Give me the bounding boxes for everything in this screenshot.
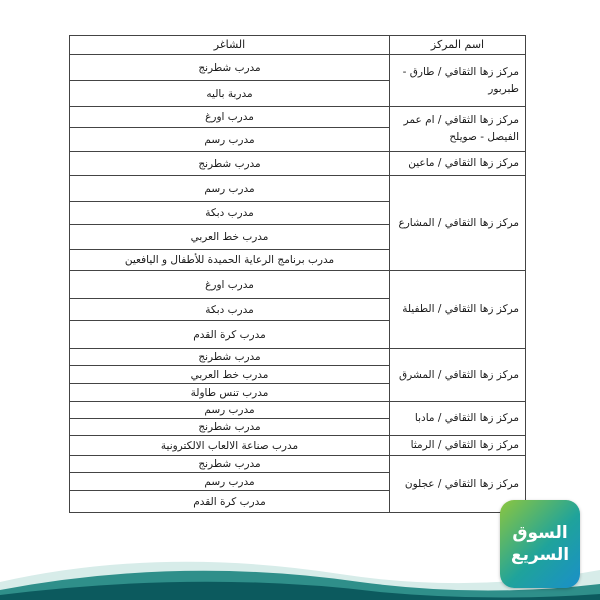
vacancy-cell: مدرب تنس طاولة [70, 384, 390, 402]
vacancy-cell: مدرب شطرنج [70, 152, 390, 176]
vacancy-cell: مدرب كرة القدم [70, 321, 390, 349]
vacancy-cell: مدرب كرة القدم [70, 491, 390, 513]
center-name-cell: مركز زها الثقافي / ام عمر الفيصل - صويلح [390, 107, 526, 152]
center-name-cell: مركز زها الثقافي / المشرق [390, 349, 526, 402]
table-row [70, 436, 526, 456]
center-name-cell: مركز زها الثقافي / الطفيلة [390, 271, 526, 349]
center-name-cell: مركز زها الثقافي / طارق - طبربور [390, 55, 526, 107]
vacancies-table [69, 35, 526, 513]
vacancy-cell: مدرب خط العربي [70, 366, 390, 384]
vacancy-cell: مدرب شطرنج [70, 349, 390, 366]
table-row [70, 152, 526, 176]
vacancy-cell: مدرب دبكة [70, 202, 390, 225]
center-name-cell: مركز زها الثقافي / الرمثا [390, 436, 526, 456]
vacancy-cell: مدرب رسم [70, 176, 390, 202]
center-name-cell: مركز زها الثقافي / مادبا [390, 402, 526, 436]
vacancy-cell: مدرب رسم [70, 402, 390, 419]
table-row [70, 176, 526, 202]
center-name-cell: مركز زها الثقافي / ماعين [390, 152, 526, 176]
logo-line-2: السريع [510, 545, 570, 565]
table-row [70, 456, 526, 473]
vacancy-cell: مدرب شطرنج [70, 456, 390, 473]
table-row [70, 107, 526, 128]
vacancy-cell: مدرب شطرنج [70, 419, 390, 436]
table-row [70, 271, 526, 299]
vacancy-cell: مدرب شطرنج [70, 55, 390, 81]
souq-sareea-logo [500, 500, 580, 588]
vacancy-cell: مدرب رسم [70, 473, 390, 491]
vacancy-cell: مدرب برنامج الرعاية الحميدة للأطفال و اليافعين [70, 250, 390, 271]
table-row [70, 55, 526, 81]
center-name-cell: مركز زها الثقافي / عجلون [390, 456, 526, 513]
center-name-cell: مركز زها الثقافي / المشارع [390, 176, 526, 271]
table-row [70, 349, 526, 366]
table-header-row [70, 36, 526, 55]
header-center-name: اسم المركز [390, 36, 526, 55]
logo-line-1: السوق [512, 523, 568, 543]
vacancy-cell: مدرب رسم [70, 128, 390, 152]
vacancy-cell: مدربة باليه [70, 81, 390, 107]
vacancy-cell: مدرب خط العربي [70, 225, 390, 250]
table-row [70, 402, 526, 419]
vacancy-cell: مدرب اورغ [70, 271, 390, 299]
vacancy-cell: مدرب صناعة الالعاب الالكترونية [70, 436, 390, 456]
table-body [70, 55, 526, 513]
vacancy-cell: مدرب اورغ [70, 107, 390, 128]
header-vacancy: الشاغر [70, 36, 390, 55]
vacancy-cell: مدرب دبكة [70, 299, 390, 321]
